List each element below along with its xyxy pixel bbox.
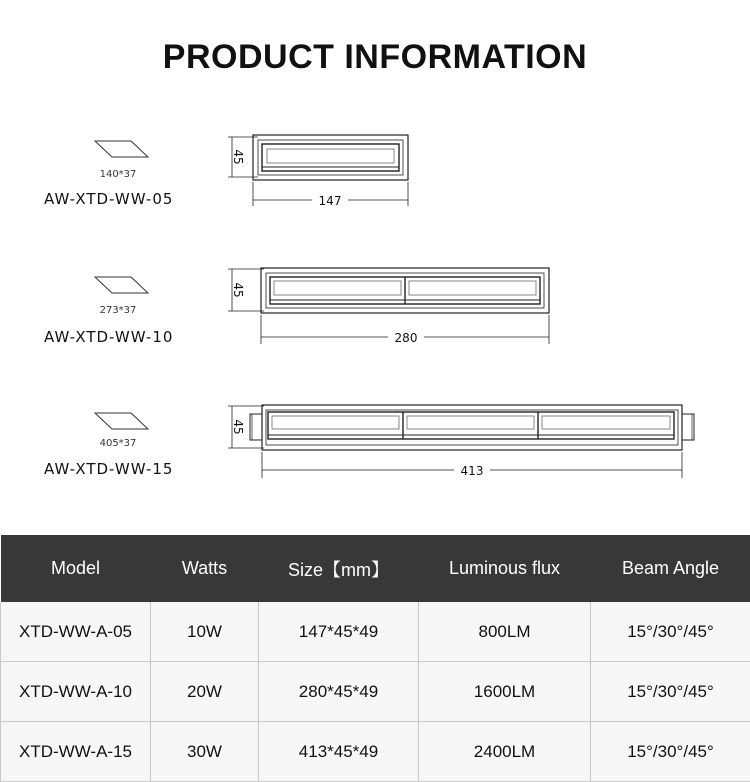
product-drawing-10 [44,268,549,346]
cutout-size-label: 405*37 [100,438,137,449]
product-drawing-15 [44,405,694,478]
col-header-model: Model [1,535,151,602]
table-row [1,602,750,662]
cutout-diagram-icon [95,413,148,429]
model-label: AW-XTD-WW-10 [44,328,173,346]
cell-model: XTD-WW-A-15 [1,722,151,782]
col-header-size: Size【mm】 [259,535,419,602]
length-dimension: 413 [461,464,484,478]
cutout-diagram-icon [95,277,148,293]
cell-model: XTD-WW-A-10 [1,662,151,722]
table-row [1,722,750,782]
cell-beam-angle: 15°/30°/45° [591,602,750,662]
cell-watts: 10W [151,602,259,662]
cell-size: 147*45*49 [259,602,419,662]
col-header-watts: Watts [151,535,259,602]
cell-luminous-flux: 2400LM [419,722,591,782]
cutout-size-label: 140*37 [100,169,137,180]
cutout-size-label: 273*37 [100,305,137,316]
table-row [1,662,750,722]
cell-size: 280*45*49 [259,662,419,722]
col-header-beam-angle: Beam Angle [591,535,750,602]
cell-beam-angle: 15°/30°/45° [591,662,750,722]
spec-table [0,535,750,782]
product-drawings [0,120,750,500]
cutout-diagram-icon [95,141,148,157]
model-label: AW-XTD-WW-15 [44,460,173,478]
cell-luminous-flux: 800LM [419,602,591,662]
col-header-luminous-flux: Luminous flux [419,535,591,602]
height-dimension: 45 [231,282,245,297]
length-dimension: 280 [395,331,418,345]
cell-size: 413*45*49 [259,722,419,782]
cell-watts: 30W [151,722,259,782]
model-label: AW-XTD-WW-05 [44,190,173,208]
cell-watts: 20W [151,662,259,722]
product-drawing-05 [44,135,408,208]
height-dimension: 45 [231,419,245,434]
cell-model: XTD-WW-A-05 [1,602,151,662]
page-title: PRODUCT INFORMATION [0,38,750,77]
cell-beam-angle: 15°/30°/45° [591,722,750,782]
table-header-row [1,535,750,602]
height-dimension: 45 [231,149,245,164]
length-dimension: 147 [319,194,342,208]
cell-luminous-flux: 1600LM [419,662,591,722]
